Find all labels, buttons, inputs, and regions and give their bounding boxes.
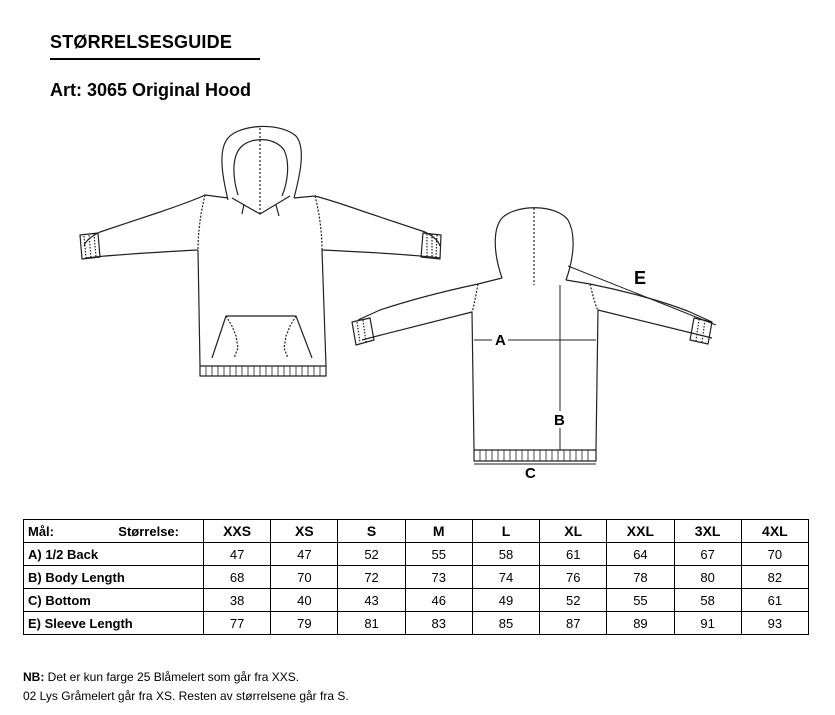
size-col-m: M (405, 520, 472, 543)
table-cell: 49 (472, 589, 539, 612)
table-corner-cell (24, 520, 204, 543)
table-cell: 61 (540, 543, 607, 566)
row-label: E) Sleeve Length (24, 612, 204, 635)
size-col-l: L (472, 520, 539, 543)
measure-label-a: A (495, 332, 506, 349)
table-cell: 61 (741, 589, 808, 612)
table-cell: 73 (405, 566, 472, 589)
table-row (24, 566, 809, 589)
table-cell: 55 (607, 589, 674, 612)
table-cell: 52 (540, 589, 607, 612)
size-header-row (24, 520, 809, 543)
size-table (23, 519, 809, 635)
measure-label-e: E (634, 268, 647, 288)
article-title: Art: 3065 Original Hood (50, 80, 252, 100)
table-cell: 87 (540, 612, 607, 635)
table-cell: 74 (472, 566, 539, 589)
notes (23, 668, 349, 706)
table-cell: 81 (338, 612, 405, 635)
table-cell: 38 (204, 589, 271, 612)
table-cell: 43 (338, 589, 405, 612)
table-cell: 78 (607, 566, 674, 589)
table-cell: 40 (271, 589, 338, 612)
table-cell: 82 (741, 566, 808, 589)
size-col-xxl: XXL (607, 520, 674, 543)
table-cell: 93 (741, 612, 808, 635)
table-cell: 47 (204, 543, 271, 566)
table-cell: 58 (472, 543, 539, 566)
table-cell: 77 (204, 612, 271, 635)
measure-label-c: C (525, 465, 536, 482)
size-col-3xl: 3XL (674, 520, 741, 543)
size-header: Størrelse: (118, 523, 179, 539)
table-cell: 83 (405, 612, 472, 635)
table-cell: 52 (338, 543, 405, 566)
size-col-s: S (338, 520, 405, 543)
row-label: A) 1/2 Back (24, 543, 204, 566)
note-line-1 (23, 668, 349, 687)
table-cell: 64 (607, 543, 674, 566)
table-row (24, 543, 809, 566)
table-cell: 80 (674, 566, 741, 589)
measure-header: Mål: (28, 523, 54, 539)
table-cell: 68 (204, 566, 271, 589)
note-text-1: Det er kun farge 25 Blåmelert som går fra XXS. (44, 670, 300, 684)
table-cell: 79 (271, 612, 338, 635)
size-col-4xl: 4XL (741, 520, 808, 543)
table-cell: 47 (271, 543, 338, 566)
hoodie-front-drawing (80, 126, 441, 376)
hoodie-back-drawing (352, 208, 716, 464)
size-col-xs: XS (271, 520, 338, 543)
row-label: C) Bottom (24, 589, 204, 612)
table-cell: 85 (472, 612, 539, 635)
table-cell: 91 (674, 612, 741, 635)
size-col-xxs: XXS (204, 520, 271, 543)
size-col-xl: XL (540, 520, 607, 543)
table-cell: 46 (405, 589, 472, 612)
table-cell: 70 (741, 543, 808, 566)
table-cell: 89 (607, 612, 674, 635)
note-line-2: 02 Lys Gråmelert går fra XS. Resten av størrelsene går fra S. (23, 689, 349, 703)
table-cell: 58 (674, 589, 741, 612)
table-row (24, 589, 809, 612)
note-prefix: NB: (23, 670, 45, 684)
page-title: STØRRELSESGUIDE (50, 32, 233, 52)
row-label: B) Body Length (24, 566, 204, 589)
table-cell: 72 (338, 566, 405, 589)
table-cell: 67 (674, 543, 741, 566)
measure-label-b: B (554, 412, 565, 429)
table-cell: 70 (271, 566, 338, 589)
table-row (24, 612, 809, 635)
table-cell: 55 (405, 543, 472, 566)
table-cell: 76 (540, 566, 607, 589)
